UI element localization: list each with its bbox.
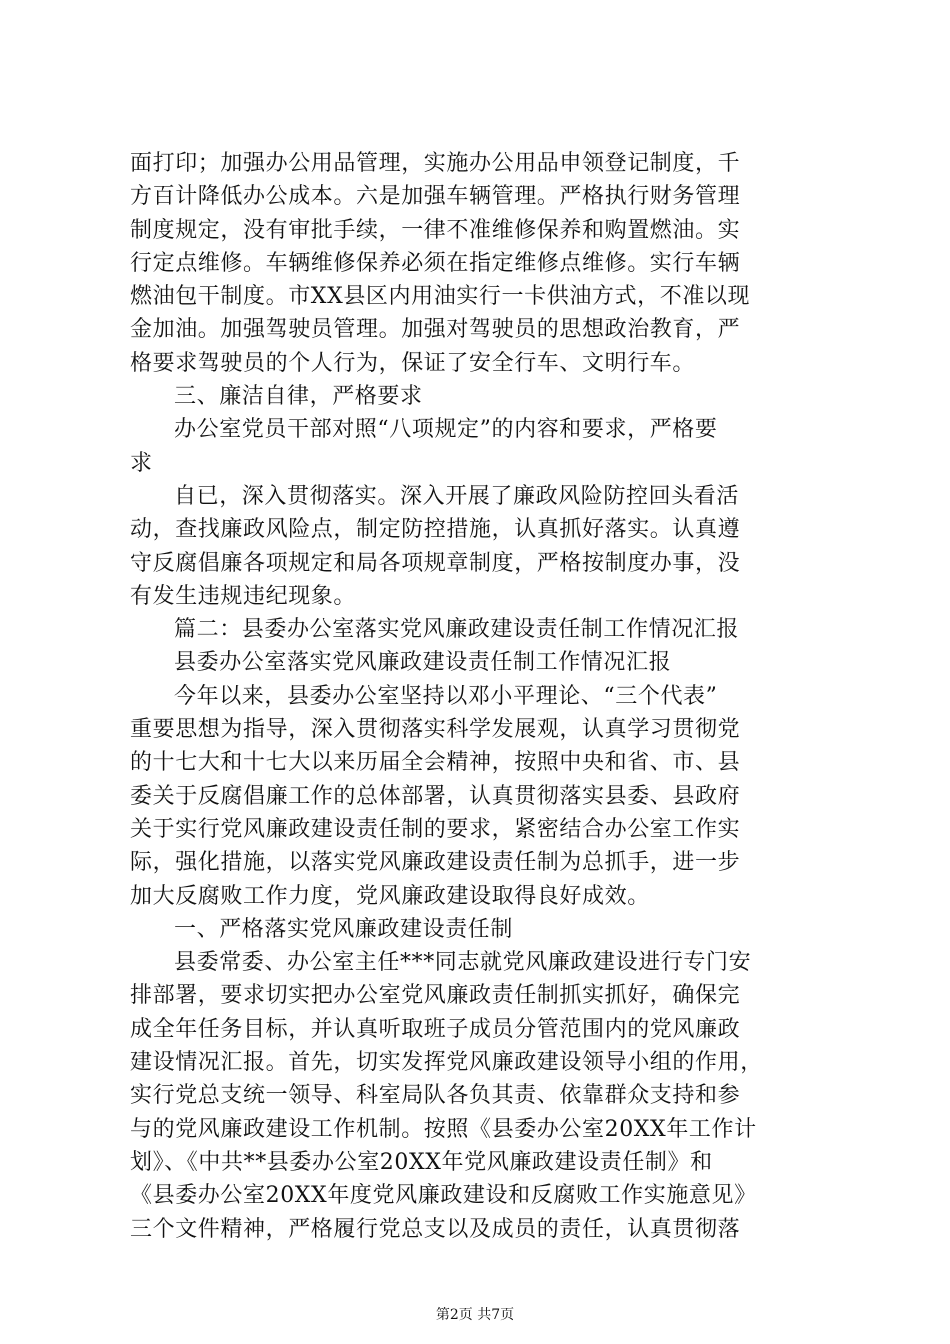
text-line: 三个文件精神，严格履行党总支以及成员的责任，认真贯彻落 [130, 1216, 741, 1242]
text-line: 今年以来，县委办公室坚持以邓小平理论、“三个代表” [174, 683, 718, 709]
text-line: 制度规定，没有审批手续，一律不准维修保养和购置燃油。实 [130, 217, 741, 243]
text-line: 办公室党员干部对照“八项规定”的内容和要求，严格要 [174, 417, 718, 443]
body-text [130, 147, 830, 1246]
text-line: 的十七大和十七大以来历届全会精神，按照中央和省、市、县 [130, 750, 741, 776]
text-line: 县委办公室落实党风廉政建设责任制工作情况汇报 [174, 650, 672, 676]
text-line: 与的党风廉政建设工作机制。按照《县委办公室20XX年工作计 [130, 1116, 757, 1142]
text-line: 加大反腐败工作力度，党风廉政建设取得良好成效。 [130, 883, 650, 909]
text-line: 关于实行党风廉政建设责任制的要求，紧密结合办公室工作实 [130, 816, 741, 842]
text-line: 格要求驾驶员的个人行为，保证了安全行车、文明行车。 [130, 350, 696, 376]
text-line: 建设情况汇报。首先，切实发挥党风廉政建设领导小组的作用， [130, 1050, 763, 1076]
text-line: 求 [130, 450, 153, 476]
text-line: 面打印；加强办公用品管理，实施办公用品申领登记制度，千 [130, 151, 741, 176]
text-line: 委关于反腐倡廉工作的总体部署，认真贯彻落实县委、县政府 [130, 783, 741, 809]
text-line: 篇二：县委办公室落实党风廉政建设责任制工作情况汇报 [174, 617, 740, 643]
page-footer: 第2页 共7页 [435, 1307, 515, 1323]
text-line: 燃油包干制度。市XX县区内用油实行一卡供油方式，不准以现 [130, 284, 751, 310]
text-line: 动，查找廉政风险点，制定防控措施，认真抓好落实。认真遵 [130, 517, 741, 543]
text-line: 方百计降低办公成本。六是加强车辆管理。严格执行财务管理 [130, 184, 741, 210]
text-line: 金加油。加强驾驶员管理。加强对驾驶员的思想政治教育，严 [130, 317, 741, 343]
text-line: 《县委办公室20XX年度党风廉政建设和反腐败工作实施意见》 [130, 1183, 757, 1209]
text-line: 排部署，要求切实把办公室党风廉政责任制抓实抓好，确保完 [130, 983, 741, 1009]
text-line: 行定点维修。车辆维修保养必须在指定维修点维修。实行车辆 [130, 250, 741, 276]
text-line: 成全年任务目标，并认真听取班子成员分管范围内的党风廉政 [130, 1016, 741, 1042]
text-line: 有发生违规违纪现象。 [130, 583, 357, 609]
text-line: 重要思想为指导，深入贯彻落实科学发展观，认真学习贯彻党 [130, 717, 741, 743]
text-line: 三、廉洁自律，严格要求 [174, 384, 423, 410]
text-line: 际，强化措施，以落实党风廉政建设责任制为总抓手，进一步 [130, 850, 741, 876]
text-line: 一、严格落实党风廉政建设责任制 [174, 916, 514, 942]
text-line: 自已，深入贯彻落实。深入开展了廉政风险防控回头看活 [174, 483, 740, 509]
text-line: 实行党总支统一领导、科室局队各负其责、依靠群众支持和参 [130, 1083, 741, 1109]
text-line: 县委常委、办公室主任***同志就党风廉政建设进行专门安 [174, 950, 752, 976]
text-line: 划》、《中共**县委办公室20XX年党风廉政建设责任制》和 [130, 1149, 713, 1175]
text-line: 守反腐倡廉各项规定和局各项规章制度，严格按制度办事，没 [130, 550, 741, 576]
